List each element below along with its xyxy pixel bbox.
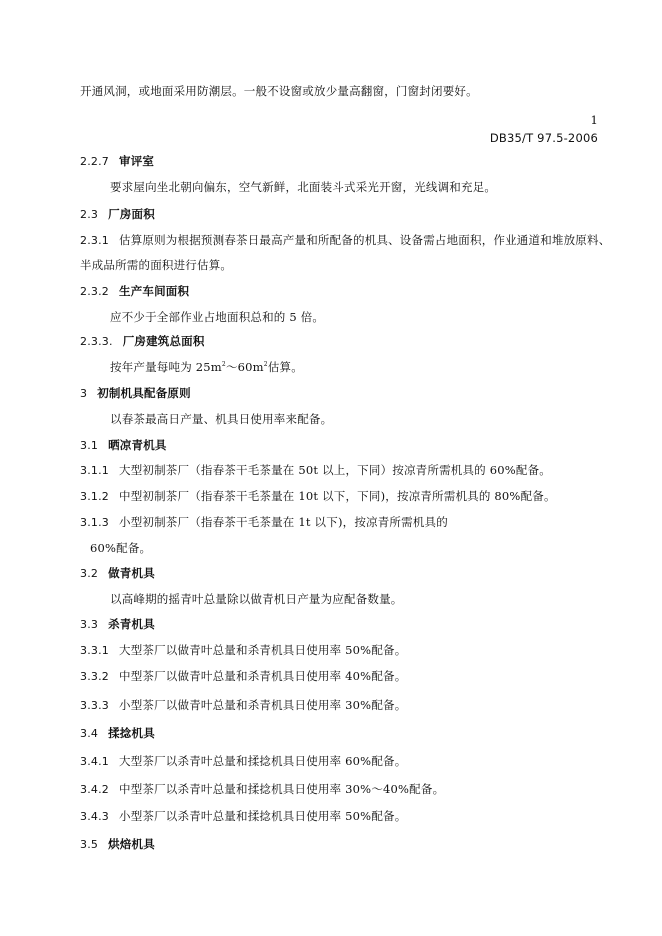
clause-text: 大型初制茶厂（指春茶干毛茶量在 50t 以上，下同）按凉青所需机具的 60%配备。: [119, 463, 551, 477]
clause-text: 中型茶厂以做青叶总量和杀青机具日使用率 40%配备。: [119, 669, 407, 683]
clause-text: 小型茶厂以做青叶总量和杀青机具日使用率 30%配备。: [119, 698, 407, 712]
section-title: 厂房建筑总面积: [122, 334, 205, 348]
section-heading-2-3: [80, 207, 155, 222]
clause-text: 大型茶厂以做青叶总量和杀青机具日使用率 50%配备。: [119, 643, 407, 657]
section-heading-2-2-7: [80, 154, 154, 169]
section-heading-2-3-2: [80, 284, 189, 299]
clause-number: 3.1.3: [80, 516, 109, 529]
section-title: 杀青机具: [108, 617, 155, 631]
page-number: 1: [590, 113, 598, 127]
paragraph: 以春茶最高日产量、机具日使用率来配备。: [110, 412, 333, 426]
section-heading-2-3-3: [80, 334, 205, 349]
section-number: 2.3.2: [80, 285, 109, 298]
text-run: ～60m: [225, 360, 264, 374]
section-title: 生产车间面积: [119, 284, 190, 298]
section-heading-3: [80, 386, 191, 401]
paragraph: 以高峰期的摇青叶总量除以做青机日产量为应配备数量。: [110, 592, 403, 606]
section-number: 2.3.3.: [80, 335, 113, 348]
clause-number: 3.4.2: [80, 783, 109, 796]
paragraph: [110, 360, 303, 374]
paragraph: 应不少于全部作业占地面积总和的 5 倍。: [110, 310, 325, 324]
section-title: 做青机具: [108, 566, 155, 580]
section-number: 2.2.7: [80, 155, 109, 168]
section-number: 3.4: [80, 727, 99, 740]
section-title: 烘焙机具: [108, 837, 155, 851]
clause-3-3-2: [80, 669, 406, 684]
clause-number: 3.1.1: [80, 464, 109, 477]
clause-number: 3.3.3: [80, 699, 109, 712]
document-code: DB35/T 97.5-2006: [489, 131, 598, 145]
section-title: 审评室: [119, 154, 155, 168]
clause-number: 3.4.1: [80, 755, 109, 768]
paragraph: 要求屋向坐北朝向偏东，空气新鲜，北面装斗式采光开窗，光线调和充足。: [110, 180, 497, 194]
text-run: 按年产量每吨为 25m: [110, 360, 222, 374]
clause-3-4-2: [80, 782, 444, 797]
section-heading-3-2: [80, 566, 155, 581]
section-title: 初制机具配备原则: [97, 386, 191, 400]
clause-continuation: 60%配备。: [90, 541, 152, 555]
clause-2-3-1: [80, 233, 610, 248]
section-heading-3-1: [80, 438, 167, 453]
clause-text: 小型茶厂以杀青叶总量和揉捻机具日使用率 50%配备。: [119, 809, 407, 823]
clause-text: 中型初制茶厂（指春茶干毛茶量在 10t 以下，下同)，按凉青所需机具的 80%配备。: [119, 489, 556, 503]
clause-text: 大型茶厂以杀青叶总量和揉捻机具日使用率 60%配备。: [119, 754, 407, 768]
clause-text: 中型茶厂以杀青叶总量和揉捻机具日使用率 30%～40%配备。: [119, 782, 445, 796]
clause-3-4-1: [80, 754, 406, 769]
section-number: 3.2: [80, 567, 99, 580]
clause-3-3-3: [80, 698, 406, 713]
clause-3-1-2: [80, 489, 556, 504]
clause-number: 3.3.1: [80, 644, 109, 657]
section-title: 揉捻机具: [108, 726, 155, 740]
clause-text: 小型初制茶厂（指春茶干毛茶量在 1t 以下)，按凉青所需机具的: [119, 515, 448, 529]
superscript: 2: [221, 361, 226, 369]
section-number: 3.5: [80, 838, 99, 851]
section-title: 厂房面积: [108, 207, 155, 221]
superscript: 2: [263, 361, 268, 369]
clause-number: 3.3.2: [80, 670, 109, 683]
section-heading-3-3: [80, 617, 155, 632]
section-number: 3: [80, 387, 88, 400]
clause-continuation: 半成品所需的面积进行估算。: [80, 258, 233, 272]
section-title: 晒凉青机具: [108, 438, 167, 452]
clause-number: 2.3.1: [80, 234, 109, 247]
clause-number: 3.4.3: [80, 810, 109, 823]
section-heading-3-4: [80, 726, 155, 741]
section-number: 3.1: [80, 439, 99, 452]
section-heading-3-5: [80, 837, 155, 852]
clause-number: 3.1.2: [80, 490, 109, 503]
clause-3-3-1: [80, 643, 406, 658]
clause-text: 估算原则为根据预测春茶日最高产量和所配备的机具、设备需占地面积，作业通道和堆放原料、: [119, 233, 611, 247]
text-run: 估算。: [267, 360, 303, 374]
clause-3-1-3: [80, 515, 448, 530]
clause-3-1-1: [80, 463, 551, 478]
continuation-paragraph: 开通风洞，或地面采用防潮层。一般不设窗或放少量高翻窗，门窗封闭要好。: [80, 84, 478, 98]
section-number: 3.3: [80, 618, 99, 631]
section-number: 2.3: [80, 208, 99, 221]
clause-3-4-3: [80, 809, 406, 824]
